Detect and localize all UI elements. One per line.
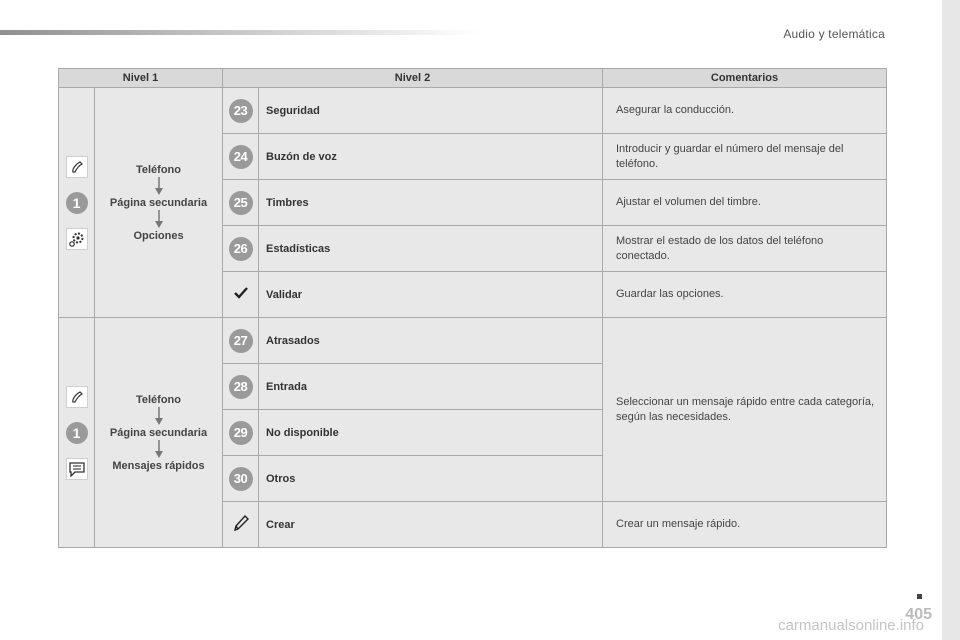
number-badge-25: 25 [229, 191, 253, 215]
option-otros: Otros [259, 456, 603, 502]
watermark-text: carmanualsonline.info [778, 617, 924, 634]
phone-icon [66, 386, 88, 408]
phone-icon [66, 156, 88, 178]
header-nivel-2: Nivel 2 [223, 69, 603, 88]
number-badge-26: 26 [229, 237, 253, 261]
comment-validar: Guardar las opciones. [603, 272, 887, 318]
table-header-row [59, 69, 887, 88]
comment-timbres: Ajustar el volumen del timbre. [603, 180, 887, 226]
flow-step-pagina-secundaria: Página secundaria [109, 426, 208, 439]
checkmark-icon [234, 287, 248, 299]
page-edge-strip [942, 0, 960, 640]
table-row [59, 318, 887, 364]
comment-estadisticas: Mostrar el estado de los datos del teléfono conectado. [603, 226, 887, 272]
option-validar: Validar [259, 272, 603, 318]
navigation-path-opciones [95, 88, 223, 318]
level1-icons-mensajes [59, 318, 95, 548]
number-badge-23: 23 [229, 99, 253, 123]
page-marker [917, 594, 922, 599]
option-atrasados: Atrasados [259, 318, 603, 364]
header-comentarios: Comentarios [603, 69, 887, 88]
flow-step-telefono: Teléfono [135, 163, 181, 176]
arrow-down-icon [155, 210, 163, 228]
option-no-disponible: No disponible [259, 410, 603, 456]
option-estadisticas: Estadísticas [259, 226, 603, 272]
flow-step-mensajes-rapidos: Mensajes rápidos [112, 459, 205, 472]
arrow-down-icon [155, 440, 163, 458]
option-seguridad: Seguridad [259, 88, 603, 134]
settings-gear-icon [66, 228, 88, 250]
flow-step-opciones: Opciones [133, 229, 184, 242]
page-number: 405 [905, 606, 932, 623]
level1-icons-opciones [59, 88, 95, 318]
section-title: Audio y telemática [783, 27, 885, 41]
arrow-down-icon [155, 177, 163, 195]
navigation-path-mensajes [95, 318, 223, 548]
option-buzon-de-voz: Buzón de voz [259, 134, 603, 180]
header-gradient-bar [0, 30, 480, 35]
level-badge: 1 [66, 422, 88, 444]
menu-table [58, 68, 887, 548]
comment-crear: Crear un mensaje rápido. [603, 502, 887, 548]
number-badge-30: 30 [229, 467, 253, 491]
number-badge-24: 24 [229, 145, 253, 169]
flow-step-pagina-secundaria: Página secundaria [109, 196, 208, 209]
number-badge-28: 28 [229, 375, 253, 399]
pencil-icon [232, 514, 250, 532]
option-timbres: Timbres [259, 180, 603, 226]
comment-seguridad: Asegurar la conducción. [603, 88, 887, 134]
number-badge-29: 29 [229, 421, 253, 445]
flow-step-telefono: Teléfono [135, 393, 181, 406]
table-row [59, 88, 887, 134]
arrow-down-icon [155, 407, 163, 425]
option-entrada: Entrada [259, 364, 603, 410]
level-badge: 1 [66, 192, 88, 214]
message-bubble-icon [66, 458, 88, 480]
option-crear: Crear [259, 502, 603, 548]
comment-buzon-de-voz: Introducir y guardar el número del mensaje del teléfono. [603, 134, 887, 180]
comment-mensajes-categorias: Seleccionar un mensaje rápido entre cada categoría, según las necesidades. [603, 318, 887, 502]
header-nivel-1: Nivel 1 [59, 69, 223, 88]
number-badge-27: 27 [229, 329, 253, 353]
